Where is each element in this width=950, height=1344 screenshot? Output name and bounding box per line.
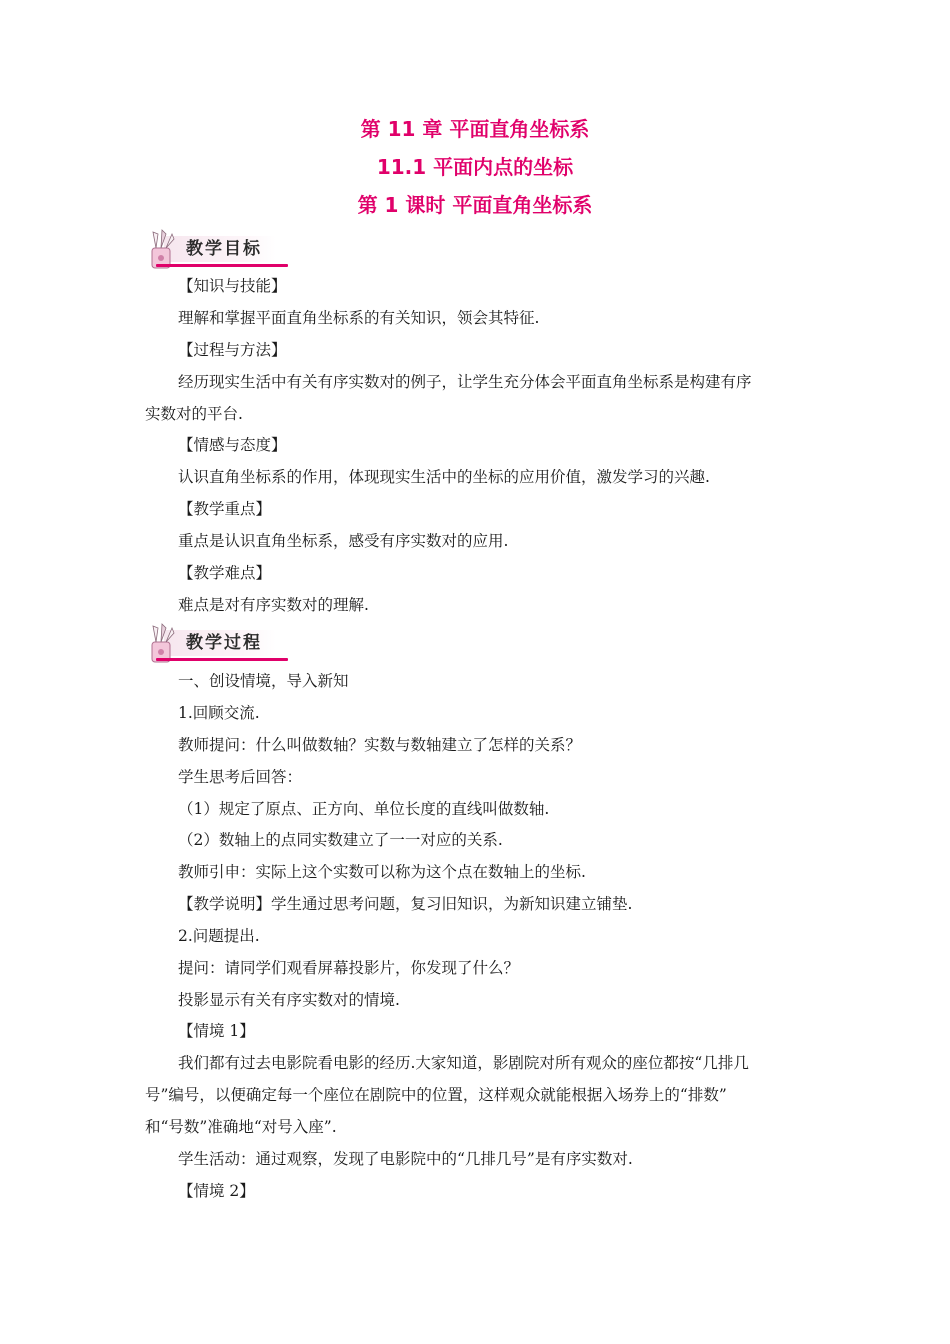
process-badge bbox=[142, 622, 292, 666]
key-heading: 【教学重点】 bbox=[178, 500, 272, 518]
knowledge-heading: 【知识与技能】 bbox=[178, 277, 287, 295]
chapter-title: 第 11 章 平面直角坐标系 bbox=[360, 117, 590, 141]
process-line: 【情境 2】 bbox=[178, 1182, 255, 1200]
process-line: 【情境 1】 bbox=[178, 1022, 255, 1040]
process-line: 和“号数”准确地“对号入座”. bbox=[145, 1118, 337, 1136]
process-line: （1）规定了原点、正方向、单位长度的直线叫做数轴. bbox=[178, 800, 550, 818]
process-line: （2）数轴上的点同实数建立了一一对应的关系. bbox=[178, 831, 503, 849]
section-title: 11.1 平面内点的坐标 bbox=[376, 155, 574, 179]
process-line: 教师引申：实际上这个实数可以称为这个点在数轴上的坐标. bbox=[178, 863, 586, 881]
difficulty-body: 难点是对有序实数对的理解. bbox=[178, 596, 369, 614]
knowledge-body: 理解和掌握平面直角坐标系的有关知识，领会其特征. bbox=[178, 309, 540, 327]
process-line: 教师提问：什么叫做数轴？实数与数轴建立了怎样的关系？ bbox=[178, 736, 582, 754]
emotion-heading: 【情感与态度】 bbox=[178, 436, 287, 454]
method-body-line-2: 实数对的平台. bbox=[145, 405, 243, 423]
process-line: 号”编号，以便确定每一个座位在剧院中的位置，这样观众就能根据入场券上的“排数” bbox=[145, 1086, 727, 1104]
process-line: 投影显示有关有序实数对的情境. bbox=[178, 991, 400, 1009]
process-line: 一、创设情境，导入新知 bbox=[178, 672, 349, 690]
process-badge-label: 教学过程 bbox=[186, 633, 262, 653]
process-line: 1.回顾交流. bbox=[178, 704, 260, 722]
process-line: 我们都有过去电影院看电影的经历.大家知道，影剧院对所有观众的座位都按“几排几 bbox=[178, 1054, 749, 1072]
key-body: 重点是认识直角坐标系，感受有序实数对的应用. bbox=[178, 532, 509, 550]
process-line: 学生活动：通过观察，发现了电影院中的“几排几号”是有序实数对. bbox=[178, 1150, 633, 1168]
process-line: 提问：请同学们观看屏幕投影片，你发现了什么？ bbox=[178, 959, 520, 977]
objectives-badge-label: 教学目标 bbox=[186, 239, 262, 259]
objectives-badge bbox=[142, 228, 292, 272]
emotion-body: 认识直角坐标系的作用，体现现实生活中的坐标的应用价值，激发学习的兴趣. bbox=[178, 468, 710, 486]
process-line: 学生思考后回答： bbox=[178, 768, 303, 786]
method-body-line-1: 经历现实生活中有关有序实数对的例子，让学生充分体会平面直角坐标系是构建有序 bbox=[178, 373, 752, 391]
process-line: 【教学说明】学生通过思考问题，复习旧知识，为新知识建立铺垫. bbox=[178, 895, 633, 913]
lesson-title: 第 1 课时 平面直角坐标系 bbox=[357, 193, 593, 217]
process-line: 2.问题提出. bbox=[178, 927, 260, 945]
difficulty-heading: 【教学难点】 bbox=[178, 564, 272, 582]
method-heading: 【过程与方法】 bbox=[178, 341, 287, 359]
